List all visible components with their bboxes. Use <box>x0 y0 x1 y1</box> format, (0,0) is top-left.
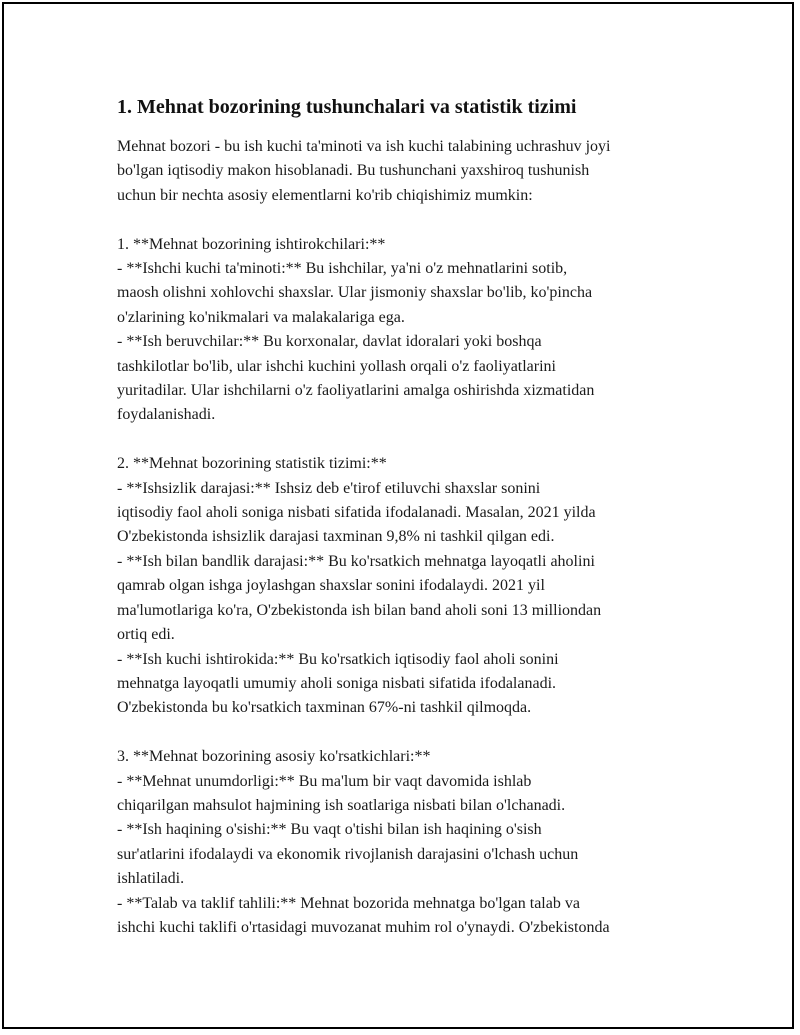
paragraph-gap <box>117 721 717 745</box>
document-title: 1. Mehnat bozorining tushunchalari va statistik tizimi <box>117 96 577 118</box>
section-key-indicators: 3. **Mehnat bozorining asosiy ko'rsatkichlari:** - **Mehnat unumdorligi:** Bu ma'lum bir vaqt davomida ishlab chiqarilgan mahsulot hajmining ish soatlariga nisbati bilan o'lchanadi. - **Ish haqining o'sishi:** Bu vaqt o'tishi bilan ish haqining o'sish sur'atlarini ifodalaydi va ekonomik rivojlanish darajasini o'lchash uchun ishlatiladi. - **Talab va taklif tahlili:** Mehnat bozorida mehnatga bo'lgan talab va ishchi kuchi taklifi o'rtasidagi muvozanat muhim rol o'ynaydi. O'zbekistonda <box>117 748 610 936</box>
paragraph-gap <box>117 208 717 232</box>
intro-paragraph: Mehnat bozori - bu ish kuchi ta'minoti va ish kuchi talabining uchrashuv joyi bo'lgan iqtisodiy makon hisoblanadi. Bu tushunchani yaxshiroq tushunish uchun bir nechta asosiy elementlarni ko'rib chiqishimiz mumkin: <box>117 138 611 204</box>
paragraph-gap <box>117 428 717 452</box>
section-participants: 1. **Mehnat bozorining ishtirokchilari:** - **Ishchi kuchi ta'minoti:** Bu ishchilar, ya'ni o'z mehnatlarini sotib, maosh olishni xohlovchi shaxslar. Ular jismoniy shaxslar bo'lib, ko'pincha o'zlarining ko'nikmalari va malakalariga ega. - **Ish beruvchilar:** Bu korxonalar, davlat idoralari yoki boshqa tashkilotlar bo'lib, ular ishchi kuchini yollash orqali o'z faoliyatlarini yuritadilar. Ular ishchilarni o'z faoliyatlarini amalga oshirishda xizmatidan foydalanishadi. <box>117 235 595 424</box>
document-body <box>117 93 717 940</box>
section-statistical-system: 2. **Mehnat bozorining statistik tizimi:** - **Ishsizlik darajasi:** Ishsiz deb e'tirof etiluvchi shaxslar sonini iqtisodiy faol aholi soniga nisbati sifatida ifodalanadi. Masalan, 2021 yilda O'zbekistonda ishsizlik darajasi taxminan 9,8% ni tashkil qilgan edi. - **Ish bilan bandlik darajasi:** Bu ko'rsatkich mehnatga layoqatli aholini qamrab olgan ishga joylashgan shaxslar sonini ifodalaydi. 2021 yil ma'lumotlariga ko'ra, O'zbekistonda ish bilan band aholi soni 13 milliondan ortiq edi. - **Ish kuchi ishtirokida:** Bu ko'rsatkich iqtisodiy faol aholi sonini mehnatga layoqatli umumiy aholi soniga nisbati sifatida ifodalanadi. O'zbekistonda bu ko'rsatkich taxminan 67%-ni tashkil qilmoqda. <box>117 455 602 717</box>
